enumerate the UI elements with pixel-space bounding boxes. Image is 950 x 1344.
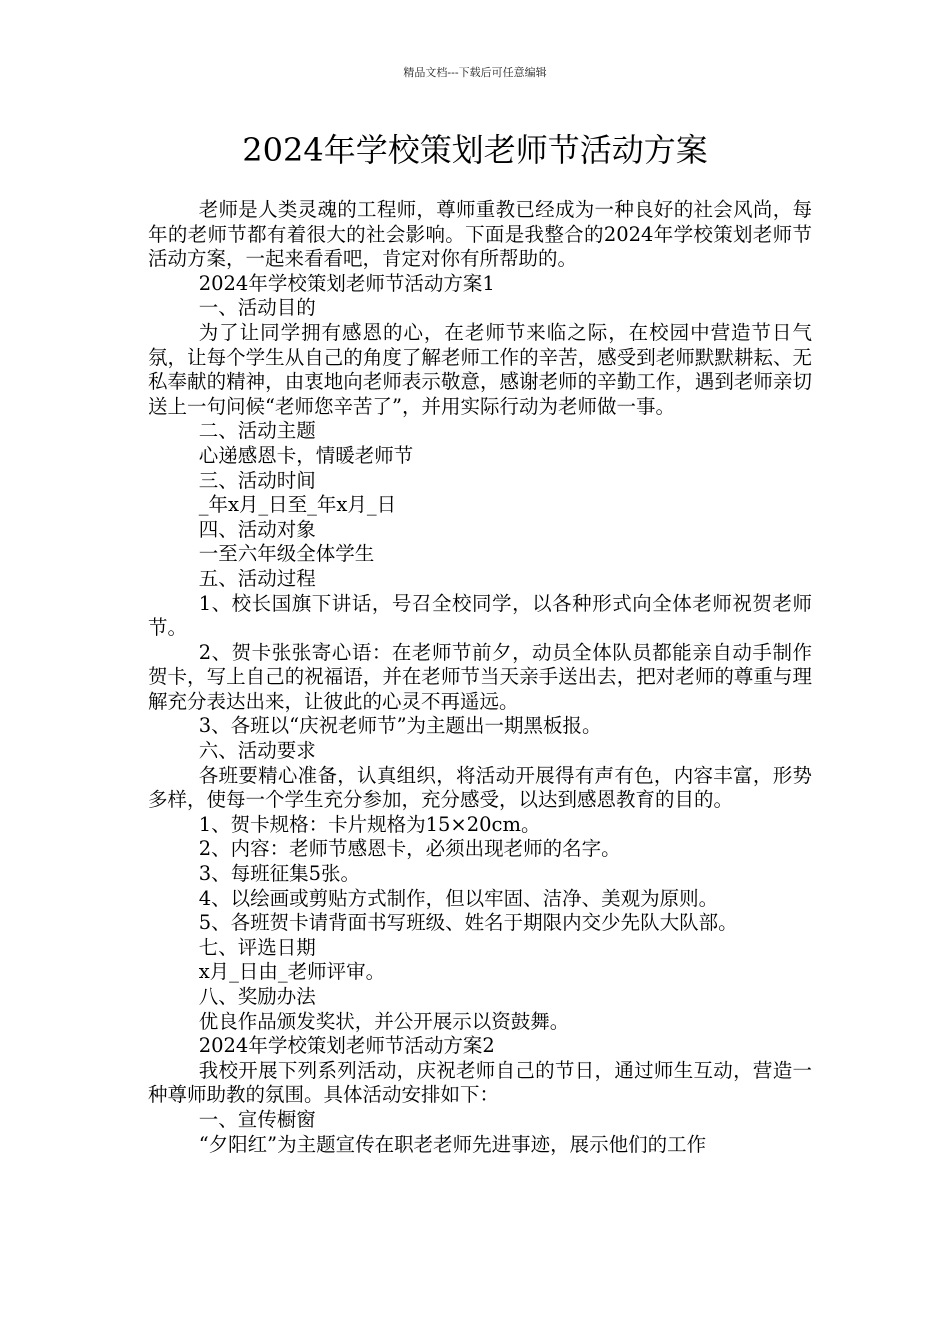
paragraph: 5、各班贺卡请背面书写班级、姓名于期限内交少先队大队部。 bbox=[198, 911, 738, 935]
paragraph: 六、活动要求 bbox=[198, 739, 316, 763]
page-header: 精品文档---下载后可任意编辑 bbox=[403, 66, 547, 79]
paragraph: 七、评选日期 bbox=[198, 935, 316, 959]
paragraph: 2、贺卡张张寄心语：在老师节前夕，动员全体队员都能亲自动手制作贺卡，写上自己的祝福语，并在老师节当天亲手送出去，把对老师的尊重与理解充分表达出来，让彼此的心灵不再遥远。 bbox=[148, 640, 812, 713]
paragraph: 3、各班以“庆祝老师节”为主题出一期黑板报。 bbox=[198, 714, 602, 738]
paragraph: 1、校长国旗下讲话，号召全校同学，以各种形式向全体老师祝贺老师节。 bbox=[148, 591, 812, 640]
document-title: 2024年学校策划老师节活动方案 bbox=[242, 131, 708, 169]
paragraph: 一、活动目的 bbox=[198, 296, 316, 320]
paragraph: x月_日由_老师评审。 bbox=[198, 960, 386, 984]
paragraph: 4、以绘画或剪贴方式制作，但以牢固、洁净、美观为原则。 bbox=[198, 886, 719, 910]
paragraph: 2、内容：老师节感恩卡，必须出现老师的名字。 bbox=[198, 837, 621, 861]
document-body bbox=[148, 198, 812, 1157]
paragraph: 各班要精心准备，认真组织，将活动开展得有声有色，内容丰富，形势多样，使每一个学生充分参加，充分感受，以达到感恩教育的目的。 bbox=[148, 763, 812, 812]
paragraph: 五、活动过程 bbox=[198, 566, 316, 590]
paragraph: 心递感恩卡，情暖老师节 bbox=[198, 443, 414, 467]
paragraph: 我校开展下列系列活动，庆祝老师自己的节日，通过师生互动，营造一种尊师助教的氛围。具体活动安排如下： bbox=[148, 1058, 812, 1107]
paragraph: 二、活动主题 bbox=[198, 419, 316, 443]
paragraph: 八、奖励办法 bbox=[198, 985, 316, 1008]
paragraph: “夕阳红”为主题宣传在职老老师先进事迹，展示他们的工作 bbox=[198, 1132, 707, 1156]
paragraph: _年x月_日至_年x月_日 bbox=[198, 493, 397, 517]
paragraph: 三、活动时间 bbox=[198, 468, 316, 492]
paragraph: 为了让同学拥有感恩的心，在老师节来临之际，在校园中营造节日气氛，让每个学生从自己的角度了解老师工作的辛苦，感受到老师默默耕耘、无私奉献的精神，由衷地向老师表示敬意，感谢老师的辛勤工作，遇到老师亲切送上一句问候“老师您辛苦了”，并用实际行动为老师做一事。 bbox=[148, 320, 812, 418]
paragraph: 2024年学校策划老师节活动方案2 bbox=[198, 1034, 495, 1058]
paragraph: 优良作品颁发奖状，并公开展示以资鼓舞。 bbox=[198, 1009, 570, 1033]
paragraph: 3、每班征集5张。 bbox=[198, 862, 361, 886]
paragraph: 四、活动对象 bbox=[198, 517, 316, 541]
paragraph: 1、贺卡规格：卡片规格为15×20cm。 bbox=[198, 812, 541, 836]
paragraph: 一至六年级全体学生 bbox=[198, 542, 375, 566]
paragraph: 老师是人类灵魂的工程师，尊师重教已经成为一种良好的社会风尚，每年的老师节都有着很大的社会影响。下面是我整合的2024年学校策划老师节活动方案，一起来看看吧，肯定对你有所帮助的。 bbox=[148, 198, 812, 271]
paragraph: 一、宣传橱窗 bbox=[198, 1107, 316, 1131]
paragraph: 2024年学校策划老师节活动方案1 bbox=[198, 271, 495, 295]
